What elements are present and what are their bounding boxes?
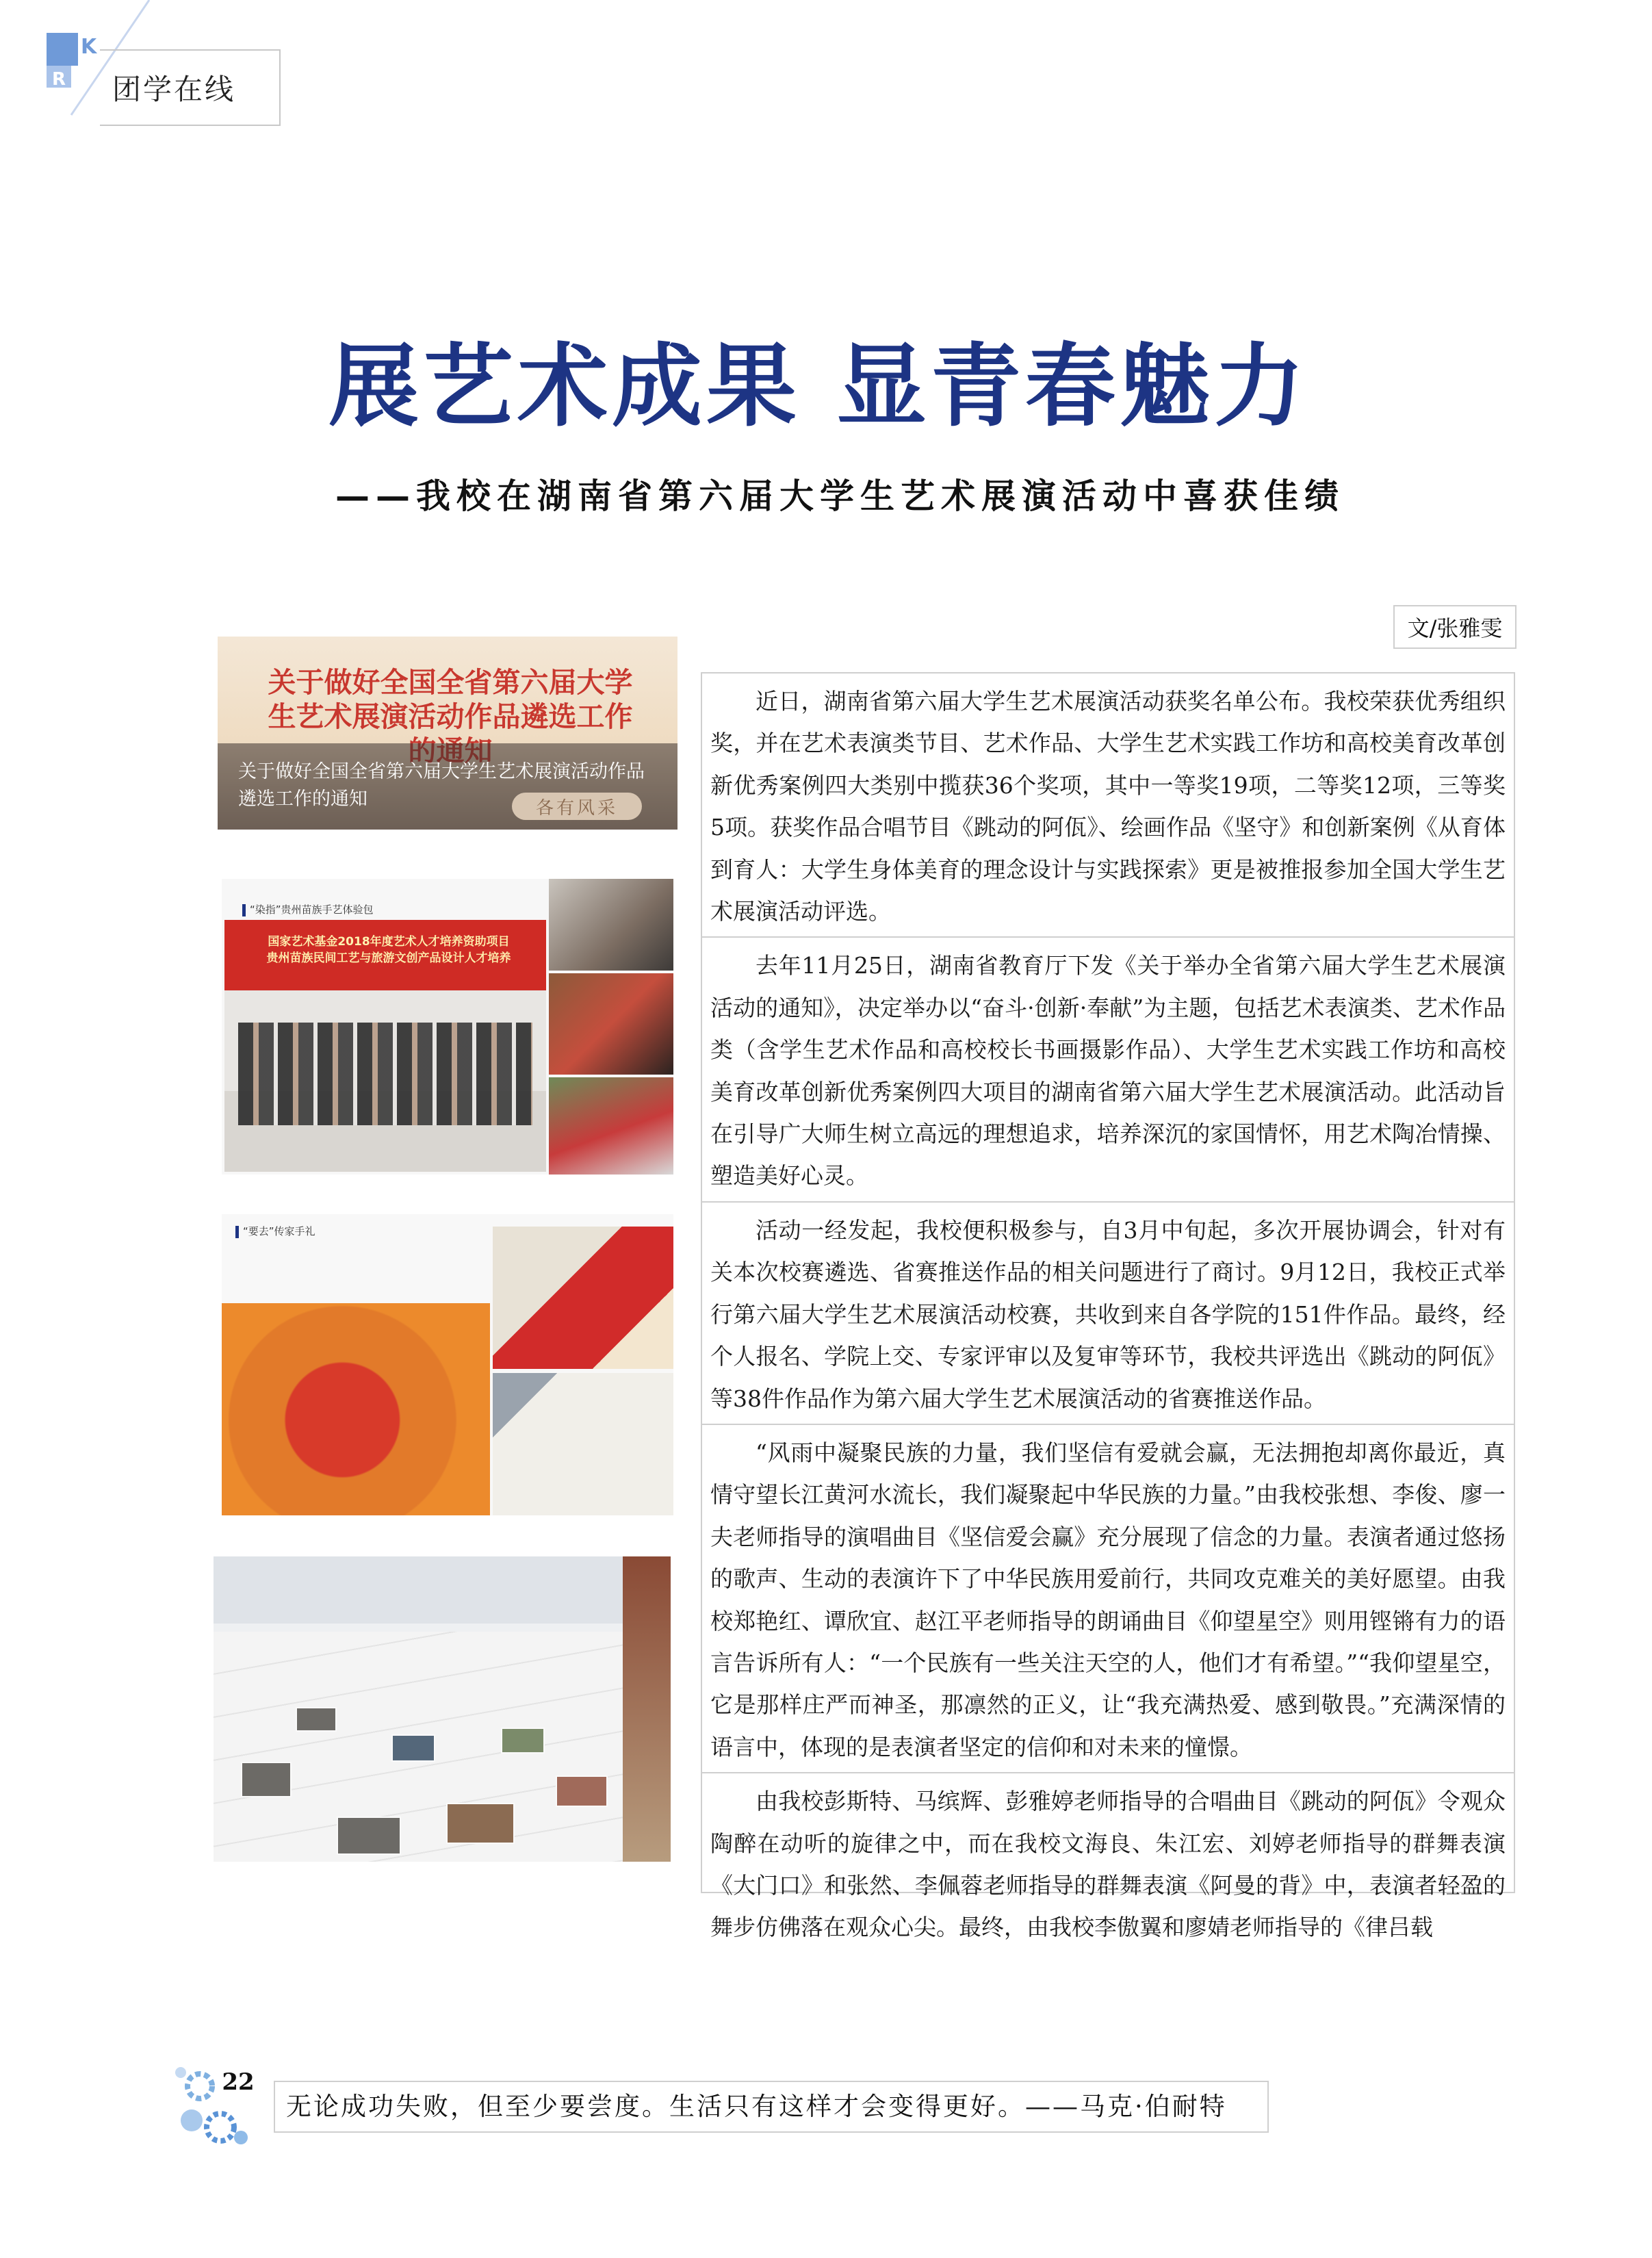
product-photo-top [493, 1227, 673, 1369]
article-paragraph: “风雨中凝聚民族的力量，我们坚信有爱就会赢，无法拥抱却离你最近，真情守望长江黄河水流长，我们凝聚起中华民族的力量。”由我校张想、李俊、廖一夫老师指导的演唱曲目《坚信爱会赢》充分展现了信念的力量。表演者通过悠扬的歌声、生动的表演许下了中华民族用爱前行，共同攻克难关的美好愿望。由我校郑艳红、谭欣宜、赵江平老师指导的朗诵曲目《仰望星空》则用铿锵有力的语言告诉所有人：“一个民族有一些关注天空的人，他们才有希望。”“我仰望星空，它是那样庄严而神圣，那凛然的正义，让“我充满热爱、感到敬畏。”充满深情的语言中，体现的是表演者坚定的信仰和对未来的憧憬。 [702, 1424, 1514, 1772]
gift-boxes-photo [222, 1303, 490, 1515]
collage-label: “染指”贵州苗族手艺体验包 [242, 902, 374, 916]
article-paragraph: 由我校彭斯特、马缤辉、彭雅婷老师指导的合唱曲目《跳动的阿佤》令观众陶醉在动听的旋律之中，而在我校文海良、朱江宏、刘婷老师指导的群舞表演《大门口》和张然、李佩蓉老师指导的群舞表演《阿曼的背》中，表演者轻盈的舞步仿佛落在观众心尖。最终，由我校李傲翼和廖婧老师指导的《律吕载 [702, 1772, 1514, 1953]
artwork-on-floor [241, 1762, 292, 1797]
product-label: “要去”传家手礼 [235, 1224, 315, 1238]
workshop-photo-1 [549, 879, 673, 971]
article-paragraph: 近日，湖南省第六届大学生艺术展演活动获奖名单公布。我校荣获优秀组织奖，并在艺术表演类节目、艺术作品、大学生艺术实践工作坊和高校美育改革创新优秀案例四大类别中揽获36个奖项，其中一等奖19项，二等奖12项，三等奖5项。获奖作品合唱节目《跳动的阿佤》、绘画作品《坚守》和创新案例《从育体到育人：大学生身体美育的理念设计与实践探索》更是被推报参加全国大学生艺术展演活动评选。 [702, 672, 1514, 936]
artwork-on-floor [391, 1734, 435, 1762]
group-photo-banner: 国家艺术基金2018年度艺术人才培养资助项目 贵州苗族民间工艺与旅游文创产品设计人才培养 [266, 935, 511, 965]
exhibition-hall-photo [214, 1556, 671, 1862]
product-photo-bottom [493, 1373, 673, 1515]
logo-letter-k: K [81, 35, 97, 59]
article-body [701, 672, 1515, 1941]
footer-quote: 无论成功失败，但至少要尝度。生活只有这样才会变得更好。——马克·伯耐特 [274, 2081, 1269, 2133]
article-paragraph: 活动一经发起，我校便积极参与，自3月中旬起，多次开展协调会，针对有关本次校赛遴选、省赛推送作品的相关问题进行了商讨。9月12日，我校正式举行第六届大学生艺术展演活动校赛，共收到来自各学院的151件作品。最终，经个人报名、学院上交、专家评审以及复审等环节，我校共评选出《跳动的阿佤》等38件作品作为第六届大学生艺术展演活动的省赛推送作品。 [702, 1201, 1514, 1424]
byline: 文/张雅雯 [1393, 605, 1517, 649]
workshop-photo-2 [549, 973, 673, 1075]
article-subtitle: ——我校在湖南省第六届大学生艺术展演活动中喜获佳绩 [335, 476, 1345, 516]
group-photo [224, 920, 546, 1172]
poster-caption: 关于做好全国全省第六届大学生艺术展演活动作品遴选工作的通知 [238, 761, 645, 810]
workshop-photo-3 [549, 1077, 673, 1175]
artwork-on-floor [446, 1803, 515, 1844]
group-photo-people [238, 1023, 532, 1125]
artwork-on-floor [556, 1775, 608, 1807]
gift-product-collage [222, 1214, 673, 1515]
poster-tag: 各有风采 [512, 793, 642, 820]
artwork-on-floor [296, 1707, 337, 1732]
artwork-on-floor [501, 1728, 545, 1754]
page-number: 22 [222, 2068, 255, 2096]
hall-wall [623, 1556, 671, 1862]
hall-floor [214, 1632, 671, 1862]
group-photo-collage [222, 879, 673, 1175]
article-title: 展艺术成果 显青春魅力 [328, 334, 1308, 439]
notice-poster-photo [218, 637, 677, 830]
poster-title: 关于做好全国全省第六届大学生艺术展演活动作品遴选工作 [268, 666, 633, 733]
logo-letter-r: R [52, 69, 66, 90]
artwork-on-floor [337, 1817, 401, 1855]
article-paragraph: 去年11月25日，湖南省教育厅下发《关于举办全省第六届大学生艺术展演活动的通知》，决定举办以“奋斗·创新·奉献”为主题，包括艺术表演类、艺术作品类（含学生艺术作品和高校校长书画摄影作品）、大学生艺术实践工作坊和高校美育改革创新优秀案例四大项目的湖南省第六届大学生艺术展演活动。此活动旨在引导广大师生树立高远的理想追求，培养深沉的家国情怀，用艺术陶冶情操、塑造美好心灵。 [702, 936, 1514, 1201]
section-label: 团学在线 [100, 49, 281, 126]
